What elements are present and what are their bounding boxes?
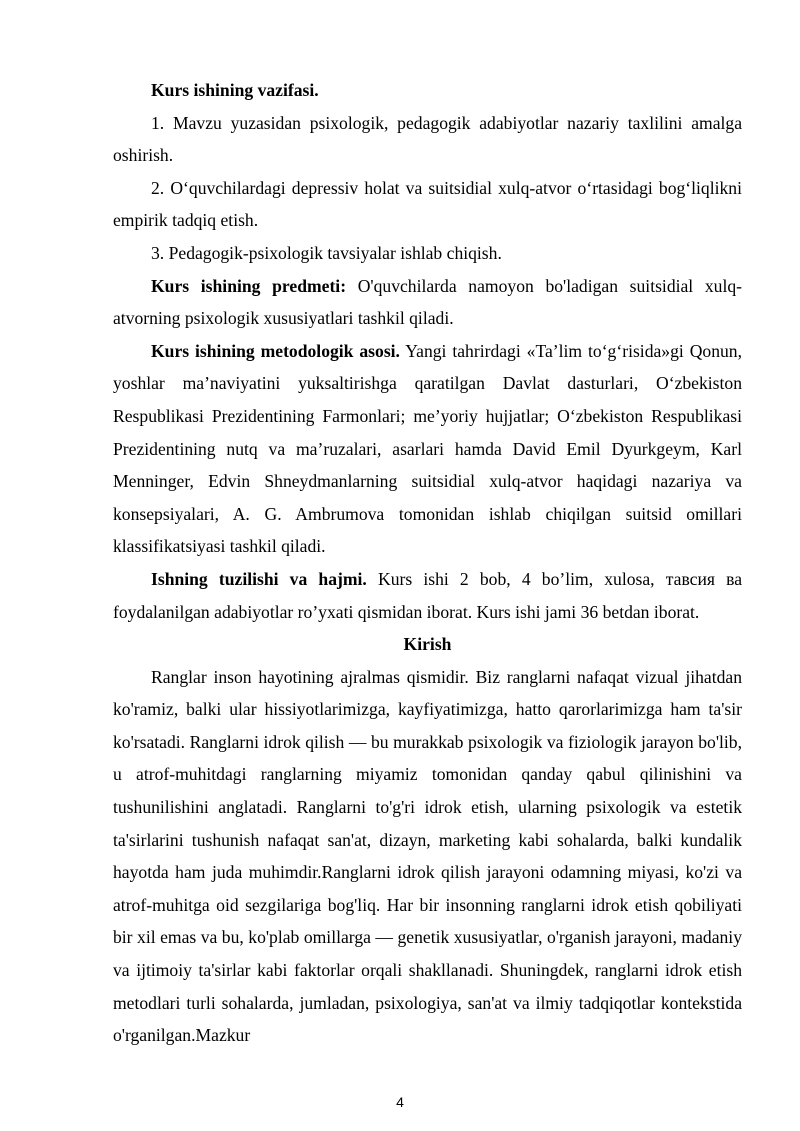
subject-paragraph: [113, 270, 742, 335]
methodology-text: Yangi tahrirdagi «Ta’lim to‘g‘risida»gi Qonun, yoshlar ma’naviyatini yuksaltirishga qaratilgan Davlat dasturlari, O‘zbekiston Respublikasi Prezidentining Farmonlari; me’yoriy hujjatlar; O‘zbekiston Respublikasi Prezidentining nutq va ma’ruzalari, asarlari hamda David Emil Dyurkgeym, Karl Menninger, Edvin Shneydmanlarning suitsidial xulq-atvor haqidagi nazariya va konsepsiyalari, A. G. Ambrumova tomonidan ishlab chiqilgan suitsid omillari klassifikatsiyasi tashkil qiladi.: [113, 340, 742, 557]
methodology-label: Kurs ishining metodologik asosi.: [151, 340, 400, 361]
task-item-1: 1. Mavzu yuzasidan psixologik, pedagogik adabiyotlar nazariy taxlilini amalga oshirish.: [113, 112, 742, 166]
section-title-text: Kurs ishining vazifasi.: [151, 80, 319, 100]
structure-text: Kurs ishi 2 bob, 4 bo’lim, xulosa, тавсия ва foydalanilgan adabiyotlar ro’yxati qismidan iborat. Kurs ishi jami 36 betdan iborat.: [113, 568, 743, 622]
methodology-paragraph: [113, 335, 742, 563]
structure-paragraph: [113, 563, 742, 628]
subject-text: O'quvchilarda namoyon bo'ladigan suitsidial xulq-atvorning psixologik xususiyatlari tashkil qiladi.: [113, 275, 742, 329]
task-item-2: 2. O‘quvchilardagi depressiv holat va suitsidial xulq-atvor o‘rtasidagi bog‘liqlikni empirik tadqiq etish.: [113, 177, 742, 231]
intro-heading: Kirish: [403, 634, 452, 655]
task-item-3: 3. Pedagogik-psixologik tavsiyalar ishlab chiqish.: [151, 242, 502, 263]
section-title: [113, 74, 742, 107]
intro-paragraph: Ranglar inson hayotining ajralmas qismidir. Biz ranglarni nafaqat vizual jihatdan ko'ramiz, balki ular hissiyotlarimizga, kayfiyatimizga, hatto qarorlarimizga ham ta'sir ko'rsatadi. Ranglarni idrok qilish — bu murakkab psixologik va fiziologik jarayon bo'lib, u atrof-muhitdagi ranglarning miyamiz tomonidan qanday qabul qilinishini va tushunilishini anglatadi. Ranglarni to'g'ri idrok etish, ularning psixologik va estetik ta'sirlarini tushunish nafaqat san'at, dizayn, marketing kabi sohalarda, balki kundalik hayotda ham juda muhimdir.Ranglarni idrok qilish jarayoni odamning miyasi, ko'zi va atrof-muhitga oid sezgilariga bog'liq. Har bir insonning ranglarni idrok etish qobiliyati bir xil emas va bu, ko'plab omillarga — genetik xususiyatlar, o'rganish jarayoni, madaniy va ijtimoiy ta'sirlar kabi faktorlar orqali shakllanadi. Shuningdek, ranglarni idrok etish metodlari turli sohalarda, jumladan, psixologiya, san'at va ilmiy tadqiqotlar kontekstida o'rganilgan.Mazkur: [113, 666, 742, 1046]
structure-label: Ishning tuzilishi va hajmi.: [151, 568, 367, 589]
page-number: 4: [396, 1094, 404, 1110]
subject-label: Kurs ishining predmeti:: [151, 275, 347, 296]
